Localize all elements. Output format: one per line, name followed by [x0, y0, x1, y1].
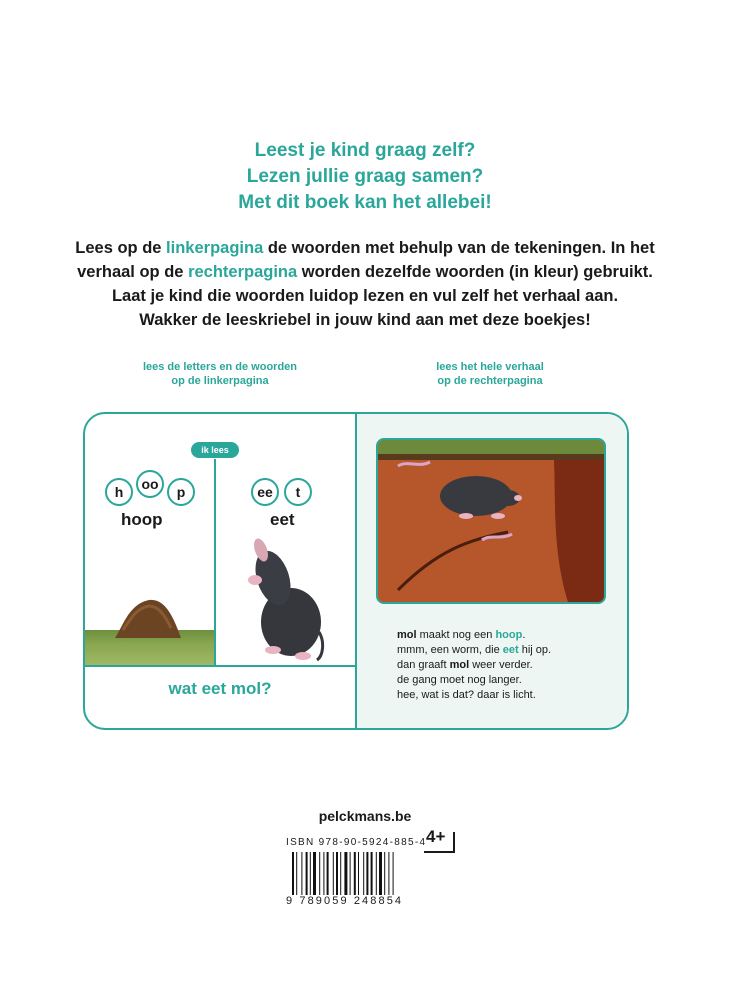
- headline-2: Lezen jullie graag samen?: [246, 166, 484, 187]
- headline-1: Leest je kind graag zelf?: [254, 140, 476, 161]
- spread-divider: [355, 414, 357, 728]
- mole-illustration: [233, 532, 329, 664]
- question-text: wat eet mol?: [168, 679, 272, 698]
- story-line: hee, wat is dat? daar is licht.: [397, 689, 536, 701]
- intro-line-3: Laat je kind die woorden luidop lezen en vul zelf het verhaal aan.: [111, 287, 619, 305]
- intro-line-4: Wakker de leeskriebel in jouw kind aan met deze boekjes!: [139, 311, 591, 329]
- letter-bubble: t: [284, 478, 312, 506]
- intro-line-1: Lees op de linkerpagina de woorden met behulp van de tekeningen. In het: [75, 239, 655, 257]
- story-text: [397, 628, 551, 703]
- publisher-website: pelckmans.be: [318, 808, 412, 824]
- age-label: 4+: [426, 827, 446, 846]
- page-divider-horizontal: [85, 665, 355, 667]
- page-divider-vertical: [214, 459, 216, 666]
- headline-3: Met dit boek kan het allebei!: [238, 192, 492, 213]
- isbn-text: ISBN 978-90-5924-885-4: [286, 837, 427, 848]
- intro-line-2: verhaal op de rechterpagina worden dezelfde woorden (in kleur) gebruikt.: [77, 263, 653, 281]
- caption-left: lees de letters en de woorden op de linkerpagina: [142, 361, 298, 387]
- intro-paragraph: [40, 236, 690, 332]
- word-hoop: hoop: [121, 510, 163, 529]
- caption-right: lees het hele verhaal op de rechterpagina: [436, 361, 544, 387]
- barcode-digits: 9 789059 248854: [286, 895, 404, 907]
- story-line: de gang moet nog langer.: [397, 674, 522, 686]
- age-bracket: [422, 830, 456, 854]
- story-line: mol maakt nog een hoop.: [397, 629, 526, 641]
- word-eet: eet: [270, 510, 295, 529]
- ik-lees-tag: ik lees: [191, 442, 239, 458]
- mole-tunnel-illustration: [376, 438, 606, 604]
- letter-bubble: p: [167, 478, 195, 506]
- letter-bubble: oo: [136, 470, 164, 498]
- story-line: dan graaft mol weer verder.: [397, 659, 533, 671]
- molehill-illustration: [113, 596, 183, 640]
- story-line: mmm, een worm, die eet hij op.: [397, 644, 552, 656]
- letter-bubble: h: [105, 478, 133, 506]
- letter-bubble: ee: [251, 478, 279, 506]
- example-spread: [83, 412, 629, 730]
